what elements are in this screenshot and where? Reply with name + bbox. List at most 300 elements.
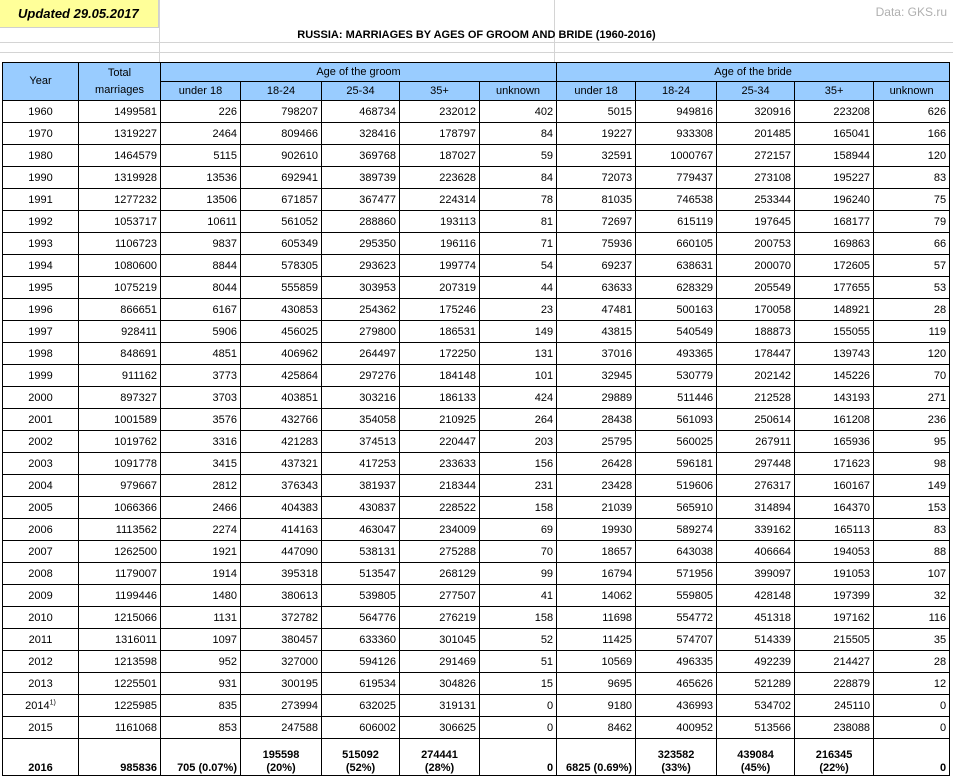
value-cell: 432766: [241, 409, 322, 431]
table-row: [3, 277, 950, 299]
value-cell: 254362: [322, 299, 400, 321]
value-cell: 1000767: [636, 145, 717, 167]
year-value: 1998: [28, 347, 53, 360]
header-bride-under18: under 18: [557, 82, 636, 101]
value-cell: 16794: [557, 563, 636, 585]
value-cell: 619534: [322, 673, 400, 695]
value-cell: 327000: [241, 651, 322, 673]
value-cell: 200753: [717, 233, 795, 255]
value-cell: 404383: [241, 497, 322, 519]
value-cell: 228879: [795, 673, 874, 695]
value-cell: 4851: [161, 343, 241, 365]
year-cell: [3, 497, 79, 519]
value-cell: 5906: [161, 321, 241, 343]
value-cell: 746538: [636, 189, 717, 211]
value-cell: 193113: [400, 211, 480, 233]
value-cell: 1464579: [79, 145, 161, 167]
year-cell: [3, 673, 79, 695]
value-cell: 47481: [557, 299, 636, 321]
value-cell: 275288: [400, 541, 480, 563]
updated-label: Updated 29.05.2017: [0, 0, 159, 28]
value-cell: 264: [480, 409, 557, 431]
value-cell: 12: [874, 673, 950, 695]
value-cell: 165936: [795, 431, 874, 453]
value-cell: 35: [874, 629, 950, 651]
value-cell: 215505: [795, 629, 874, 651]
value-cell: 9837: [161, 233, 241, 255]
last-row-line: (45%): [740, 762, 771, 774]
value-cell: 437321: [241, 453, 322, 475]
value-cell: 247588: [241, 717, 322, 739]
value-cell: 143193: [795, 387, 874, 409]
table-row: [3, 673, 950, 695]
value-cell: 979667: [79, 475, 161, 497]
value-cell: 175246: [400, 299, 480, 321]
value-cell: 197399: [795, 585, 874, 607]
value-cell: 15: [480, 673, 557, 695]
table-row: [3, 145, 950, 167]
value-cell: 848691: [79, 343, 161, 365]
table-row-2016: [3, 739, 950, 776]
header-bride-25-34: 25-34: [717, 82, 795, 101]
header-total-line1: Total: [107, 66, 132, 79]
value-cell: 5115: [161, 145, 241, 167]
value-cell: 564776: [322, 607, 400, 629]
table-row: [3, 497, 950, 519]
year-value: 2004: [28, 479, 53, 492]
value-cell: 514339: [717, 629, 795, 651]
year-cell: [3, 277, 79, 299]
value-cell: 53: [874, 277, 950, 299]
value-cell: 540549: [636, 321, 717, 343]
value-cell: 79: [874, 211, 950, 233]
value-cell: 199774: [400, 255, 480, 277]
value-cell: 131: [480, 343, 557, 365]
value-cell: 594126: [322, 651, 400, 673]
value-cell: 51: [480, 651, 557, 673]
value-cell: 273108: [717, 167, 795, 189]
value-cell: 226: [161, 101, 241, 123]
table-row: [3, 453, 950, 475]
value-cell: 197162: [795, 607, 874, 629]
value-cell: 0: [874, 695, 950, 717]
value-cell: 59: [480, 145, 557, 167]
table-row: [3, 629, 950, 651]
year-cell: [3, 453, 79, 475]
value-cell: 380613: [241, 585, 322, 607]
value-cell: 297448: [717, 453, 795, 475]
value-cell: 555859: [241, 277, 322, 299]
table-row: [3, 299, 950, 321]
last-row-groom-25-34: [322, 739, 400, 776]
value-cell: 866651: [79, 299, 161, 321]
value-cell: 28: [874, 651, 950, 673]
value-cell: 119: [874, 321, 950, 343]
value-cell: 276317: [717, 475, 795, 497]
value-cell: 83: [874, 519, 950, 541]
value-cell: 931: [161, 673, 241, 695]
value-cell: 120: [874, 145, 950, 167]
value-cell: 75936: [557, 233, 636, 255]
value-cell: 187027: [400, 145, 480, 167]
value-cell: 1113562: [79, 519, 161, 541]
value-cell: 43815: [557, 321, 636, 343]
year-value: 1980: [28, 149, 53, 162]
value-cell: 0: [480, 717, 557, 739]
year-cell: [3, 629, 79, 651]
value-cell: 9695: [557, 673, 636, 695]
value-cell: 78: [480, 189, 557, 211]
value-cell: 538131: [322, 541, 400, 563]
value-cell: 28438: [557, 409, 636, 431]
value-cell: 168177: [795, 211, 874, 233]
table-row: [3, 211, 950, 233]
value-cell: 372782: [241, 607, 322, 629]
year-cell: [3, 563, 79, 585]
year-value: 2009: [28, 589, 53, 602]
value-cell: 1277232: [79, 189, 161, 211]
value-cell: 798207: [241, 101, 322, 123]
value-cell: 57: [874, 255, 950, 277]
last-row-line: (52%): [345, 762, 376, 774]
value-cell: 32: [874, 585, 950, 607]
year-cell: [3, 123, 79, 145]
value-cell: 81035: [557, 189, 636, 211]
value-cell: 560025: [636, 431, 717, 453]
value-cell: 3773: [161, 365, 241, 387]
table-row: [3, 651, 950, 673]
value-cell: 273994: [241, 695, 322, 717]
value-cell: 574707: [636, 629, 717, 651]
value-cell: 207319: [400, 277, 480, 299]
value-cell: 561052: [241, 211, 322, 233]
value-cell: 835: [161, 695, 241, 717]
value-cell: 178797: [400, 123, 480, 145]
value-cell: 169863: [795, 233, 874, 255]
year-cell: [3, 167, 79, 189]
value-cell: 643038: [636, 541, 717, 563]
table-row: [3, 475, 950, 497]
value-cell: 186531: [400, 321, 480, 343]
value-cell: 186133: [400, 387, 480, 409]
value-cell: 250614: [717, 409, 795, 431]
value-cell: 406664: [717, 541, 795, 563]
last-row-bride-under18: 6825 (0.69%): [557, 739, 636, 776]
value-cell: 75: [874, 189, 950, 211]
value-cell: 571956: [636, 563, 717, 585]
value-cell: 319131: [400, 695, 480, 717]
value-cell: 272157: [717, 145, 795, 167]
header-bride-group: Age of the bride: [557, 63, 950, 82]
value-cell: 201485: [717, 123, 795, 145]
value-cell: 196240: [795, 189, 874, 211]
year-value: 2005: [28, 501, 53, 514]
year-cell: [3, 519, 79, 541]
value-cell: 492239: [717, 651, 795, 673]
last-row-groom-under18: 705 (0.07%): [161, 739, 241, 776]
value-cell: 2812: [161, 475, 241, 497]
year-value: 2011: [28, 633, 53, 646]
value-cell: 421283: [241, 431, 322, 453]
value-cell: 231: [480, 475, 557, 497]
value-cell: 18657: [557, 541, 636, 563]
year-value: 2003: [28, 457, 53, 470]
year-cell: [3, 101, 79, 123]
value-cell: 32591: [557, 145, 636, 167]
value-cell: 511446: [636, 387, 717, 409]
value-cell: 63633: [557, 277, 636, 299]
value-cell: 72697: [557, 211, 636, 233]
value-cell: 200070: [717, 255, 795, 277]
value-cell: 303953: [322, 277, 400, 299]
value-cell: 172250: [400, 343, 480, 365]
value-cell: 320916: [717, 101, 795, 123]
value-cell: 1053717: [79, 211, 161, 233]
year-cell: [3, 387, 79, 409]
value-cell: 1480: [161, 585, 241, 607]
value-cell: 205549: [717, 277, 795, 299]
value-cell: 779437: [636, 167, 717, 189]
value-cell: 1225985: [79, 695, 161, 717]
value-cell: 191053: [795, 563, 874, 585]
value-cell: 297276: [322, 365, 400, 387]
value-cell: 306625: [400, 717, 480, 739]
year-value: 2000: [28, 391, 53, 404]
year-value: 2010: [28, 611, 53, 624]
table-row: [3, 717, 950, 739]
header-groom-25-34: 25-34: [322, 82, 400, 101]
value-cell: 304826: [400, 673, 480, 695]
value-cell: 692941: [241, 167, 322, 189]
value-cell: 1914: [161, 563, 241, 585]
header-groom-unknown: unknown: [480, 82, 557, 101]
value-cell: 8844: [161, 255, 241, 277]
header-total-line2: marriages: [95, 83, 144, 96]
value-cell: 13536: [161, 167, 241, 189]
year-value: 1996: [28, 303, 53, 316]
table-row: [3, 101, 950, 123]
year-value: 2007: [28, 545, 53, 558]
value-cell: 1199446: [79, 585, 161, 607]
grid-line: [0, 42, 953, 43]
last-row-bride-18-24: [636, 739, 717, 776]
value-cell: 406962: [241, 343, 322, 365]
value-cell: 559805: [636, 585, 717, 607]
value-cell: 228522: [400, 497, 480, 519]
value-cell: 212528: [717, 387, 795, 409]
value-cell: 949816: [636, 101, 717, 123]
value-cell: 238088: [795, 717, 874, 739]
value-cell: 220447: [400, 431, 480, 453]
value-cell: 101: [480, 365, 557, 387]
value-cell: 202142: [717, 365, 795, 387]
value-cell: 2274: [161, 519, 241, 541]
value-cell: 210925: [400, 409, 480, 431]
value-cell: 1499581: [79, 101, 161, 123]
year-cell: [3, 365, 79, 387]
value-cell: 37016: [557, 343, 636, 365]
value-cell: 10569: [557, 651, 636, 673]
value-cell: 171623: [795, 453, 874, 475]
value-cell: 88: [874, 541, 950, 563]
year-value: 2001: [28, 413, 53, 426]
value-cell: 264497: [322, 343, 400, 365]
grid-line: [0, 52, 953, 53]
value-cell: 293623: [322, 255, 400, 277]
value-cell: 223628: [400, 167, 480, 189]
value-cell: 232012: [400, 101, 480, 123]
table-row: [3, 321, 950, 343]
value-cell: 172605: [795, 255, 874, 277]
value-cell: 95: [874, 431, 950, 453]
value-cell: 19227: [557, 123, 636, 145]
last-row-groom-unknown: 0: [480, 739, 557, 776]
last-row-bride-25-34: [717, 739, 795, 776]
value-cell: 928411: [79, 321, 161, 343]
value-cell: 41: [480, 585, 557, 607]
year-cell: [3, 321, 79, 343]
table-row: [3, 233, 950, 255]
value-cell: 149: [480, 321, 557, 343]
last-row-line: (22%): [819, 762, 849, 774]
value-cell: 671857: [241, 189, 322, 211]
value-cell: 565910: [636, 497, 717, 519]
table-row: [3, 585, 950, 607]
value-cell: 468734: [322, 101, 400, 123]
value-cell: 28: [874, 299, 950, 321]
value-cell: 1001589: [79, 409, 161, 431]
value-cell: 69237: [557, 255, 636, 277]
year-cell: [3, 475, 79, 497]
year-cell: [3, 651, 79, 673]
last-row-bride-35plus: [795, 739, 874, 776]
last-row-year: 2016: [3, 739, 79, 776]
last-row-line: (20%): [266, 762, 296, 774]
value-cell: 145226: [795, 365, 874, 387]
value-cell: 26428: [557, 453, 636, 475]
value-cell: 13506: [161, 189, 241, 211]
value-cell: 161208: [795, 409, 874, 431]
value-cell: 71: [480, 233, 557, 255]
value-cell: 164370: [795, 497, 874, 519]
value-cell: 158944: [795, 145, 874, 167]
value-cell: 194053: [795, 541, 874, 563]
year-value: 2015: [28, 721, 53, 734]
value-cell: 52: [480, 629, 557, 651]
value-cell: 6167: [161, 299, 241, 321]
value-cell: 911162: [79, 365, 161, 387]
value-cell: 1019762: [79, 431, 161, 453]
value-cell: 288860: [322, 211, 400, 233]
last-row-total: 985836: [79, 739, 161, 776]
value-cell: 430853: [241, 299, 322, 321]
value-cell: 3415: [161, 453, 241, 475]
table-row: [3, 365, 950, 387]
value-cell: 1319227: [79, 123, 161, 145]
table-row: [3, 387, 950, 409]
value-cell: 21039: [557, 497, 636, 519]
value-cell: 236: [874, 409, 950, 431]
value-cell: 1106723: [79, 233, 161, 255]
value-cell: 23428: [557, 475, 636, 497]
value-cell: 596181: [636, 453, 717, 475]
value-cell: 897327: [79, 387, 161, 409]
value-cell: 589274: [636, 519, 717, 541]
header-bride-unknown: unknown: [874, 82, 950, 101]
value-cell: 14062: [557, 585, 636, 607]
year-value: 1995: [28, 281, 53, 294]
last-row-line: 216345: [815, 749, 853, 761]
table-row: [3, 255, 950, 277]
value-cell: 234009: [400, 519, 480, 541]
value-cell: 233633: [400, 453, 480, 475]
year-cell: [3, 343, 79, 365]
value-cell: 493365: [636, 343, 717, 365]
value-cell: 430837: [322, 497, 400, 519]
value-cell: 196116: [400, 233, 480, 255]
year-value: 1999: [28, 369, 53, 382]
value-cell: 195227: [795, 167, 874, 189]
value-cell: 1921: [161, 541, 241, 563]
value-cell: 116: [874, 607, 950, 629]
header-year: Year: [3, 63, 79, 101]
table-body: [3, 101, 950, 776]
value-cell: 660105: [636, 233, 717, 255]
value-cell: 271: [874, 387, 950, 409]
value-cell: 245110: [795, 695, 874, 717]
year-value: 2013: [28, 677, 53, 690]
value-cell: 160167: [795, 475, 874, 497]
value-cell: 376343: [241, 475, 322, 497]
value-cell: 1215066: [79, 607, 161, 629]
year-cell: [3, 607, 79, 629]
value-cell: 218344: [400, 475, 480, 497]
table-row: [3, 409, 950, 431]
header-groom-18-24: 18-24: [241, 82, 322, 101]
value-cell: 615119: [636, 211, 717, 233]
value-cell: 374513: [322, 431, 400, 453]
value-cell: 1213598: [79, 651, 161, 673]
year-value: 1990: [28, 171, 53, 184]
value-cell: 519606: [636, 475, 717, 497]
value-cell: 451318: [717, 607, 795, 629]
table-row: [3, 431, 950, 453]
value-cell: 633360: [322, 629, 400, 651]
value-cell: 424: [480, 387, 557, 409]
value-cell: 578305: [241, 255, 322, 277]
year-cell: [3, 145, 79, 167]
table-row: [3, 343, 950, 365]
value-cell: 83: [874, 167, 950, 189]
value-cell: 98: [874, 453, 950, 475]
value-cell: 300195: [241, 673, 322, 695]
value-cell: 303216: [322, 387, 400, 409]
year-cell: [3, 431, 79, 453]
table-title: RUSSIA: MARRIAGES BY AGES OF GROOM AND BRIDE (1960-2016): [297, 29, 656, 41]
value-cell: 0: [874, 717, 950, 739]
value-cell: 178447: [717, 343, 795, 365]
value-cell: 853: [161, 717, 241, 739]
value-cell: 84: [480, 167, 557, 189]
value-cell: 463047: [322, 519, 400, 541]
value-cell: 425864: [241, 365, 322, 387]
value-cell: 328416: [322, 123, 400, 145]
value-cell: 8044: [161, 277, 241, 299]
year-cell: [3, 299, 79, 321]
value-cell: 414163: [241, 519, 322, 541]
year-cell: [3, 189, 79, 211]
value-cell: 428148: [717, 585, 795, 607]
